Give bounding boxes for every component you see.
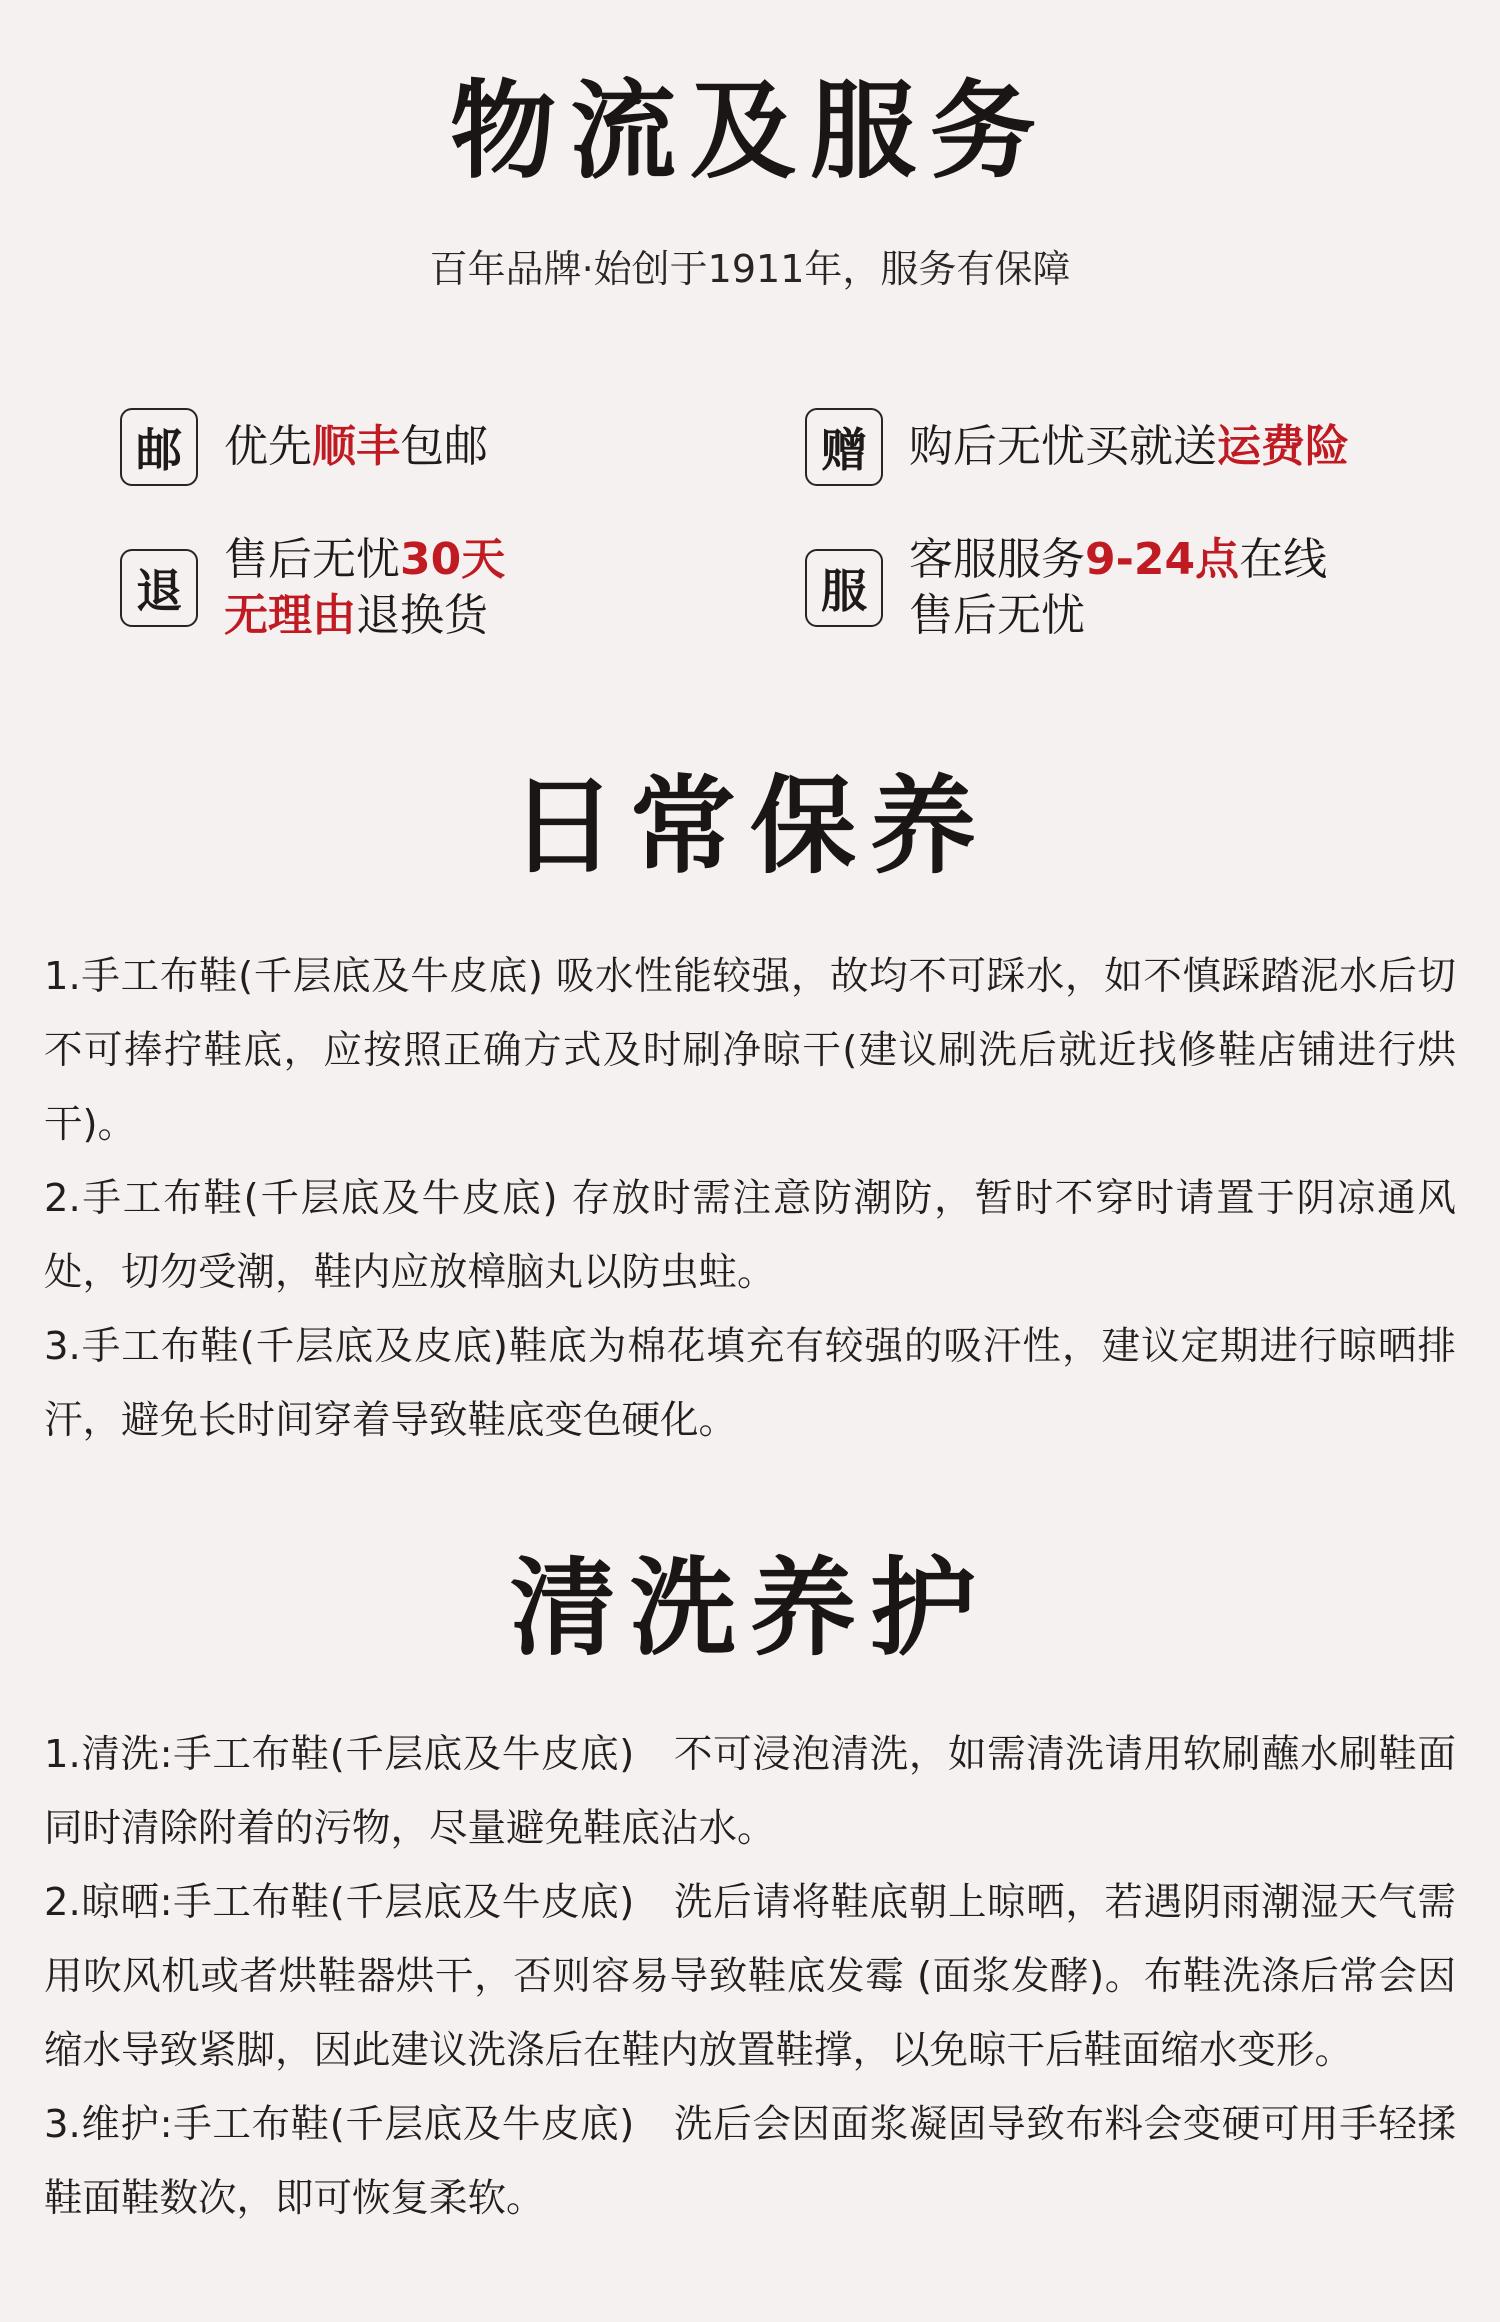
gift-badge-icon: 赠 xyxy=(805,408,883,486)
service-text xyxy=(909,532,1327,644)
cleaning-care-paragraph: 2.晾晒:手工布鞋(千层底及牛皮底) 洗后请将鞋底朝上晾晒，若遇阴雨潮湿天气需用吹风机或者烘鞋器烘干，否则容易导致鞋底发霉 (面浆发酵)。布鞋洗涤后常会因缩水导致紧脚，因此建议洗涤后在鞋内放置鞋撑，以免晾干后鞋面缩水变形。 xyxy=(44,1880,1456,2073)
daily-care-paragraph: 3.手工布鞋(千层底及皮底)鞋底为棉花填充有较强的吸汗性，建议定期进行晾晒排汗，避免长时间穿着导致鞋底变色硬化。 xyxy=(44,1324,1456,1443)
cleaning-care-title: 清洗养护 xyxy=(510,1545,990,1670)
daily-care-body xyxy=(44,940,1456,1458)
service-text-line xyxy=(224,419,488,475)
service-text xyxy=(909,419,1349,475)
service-item-shipping xyxy=(120,408,488,486)
cleaning-care-body xyxy=(44,1718,1456,2236)
highlight-text: 运费险 xyxy=(1217,421,1349,472)
service-text-line xyxy=(909,419,1349,475)
service-text xyxy=(224,419,488,475)
logistics-subtitle: 百年品牌·始创于1911年，服务有保障 xyxy=(429,247,1071,291)
highlight-text: 无理由 xyxy=(224,590,356,641)
service-item-gift xyxy=(805,408,1349,486)
cleaning-care-paragraph: 1.清洗:手工布鞋(千层底及牛皮底) 不可浸泡清洗，如需清洗请用软刷蘸水刷鞋面同时清除附着的污物，尽量避免鞋底沾水。 xyxy=(44,1732,1456,1851)
service-text-segment: 售后无忧 xyxy=(224,534,400,585)
service-text-line xyxy=(224,588,505,644)
highlight-text: 顺丰 xyxy=(312,421,400,472)
daily-care-title: 日常保养 xyxy=(510,763,990,888)
service-text-segment: 购后无忧买就送 xyxy=(909,421,1217,472)
service-text-segment: 优先 xyxy=(224,421,312,472)
service-item-return xyxy=(120,532,505,644)
return-badge-icon: 退 xyxy=(120,549,198,627)
highlight-text: 9-24点 xyxy=(1085,534,1240,585)
service-text-line xyxy=(224,532,505,588)
daily-care-paragraph: 2.手工布鞋(千层底及牛皮底) 存放时需注意防潮防，暂时不穿时请置于阴凉通风处，切勿受潮，鞋内应放樟脑丸以防虫蛀。 xyxy=(44,1176,1456,1295)
daily-care-paragraph: 1.手工布鞋(千层底及牛皮底) 吸水性能较强，故均不可踩水，如不慎踩踏泥水后切不可捧拧鞋底，应按照正确方式及时刷净晾干(建议刷洗后就近找修鞋店铺进行烘干)。 xyxy=(44,954,1456,1147)
highlight-text: 30天 xyxy=(400,534,506,585)
shipping-badge-icon: 邮 xyxy=(120,408,198,486)
service-item-customer-service xyxy=(805,532,1327,644)
service-text-line xyxy=(909,588,1327,644)
service-text-line xyxy=(909,532,1327,588)
service-text-segment: 退换货 xyxy=(356,590,488,641)
service-text xyxy=(224,532,505,644)
service-text-segment: 售后无忧 xyxy=(909,590,1085,641)
service-text-segment: 包邮 xyxy=(400,421,488,472)
service-badge-icon: 服 xyxy=(805,549,883,627)
logistics-title: 物流及服务 xyxy=(450,68,1050,193)
service-text-segment: 客服服务 xyxy=(909,534,1085,585)
cleaning-care-paragraph: 3.维护:手工布鞋(千层底及牛皮底) 洗后会因面浆凝固导致布料会变硬可用手轻揉鞋面鞋数次，即可恢复柔软。 xyxy=(44,2102,1456,2221)
service-text-segment: 在线 xyxy=(1239,534,1328,585)
